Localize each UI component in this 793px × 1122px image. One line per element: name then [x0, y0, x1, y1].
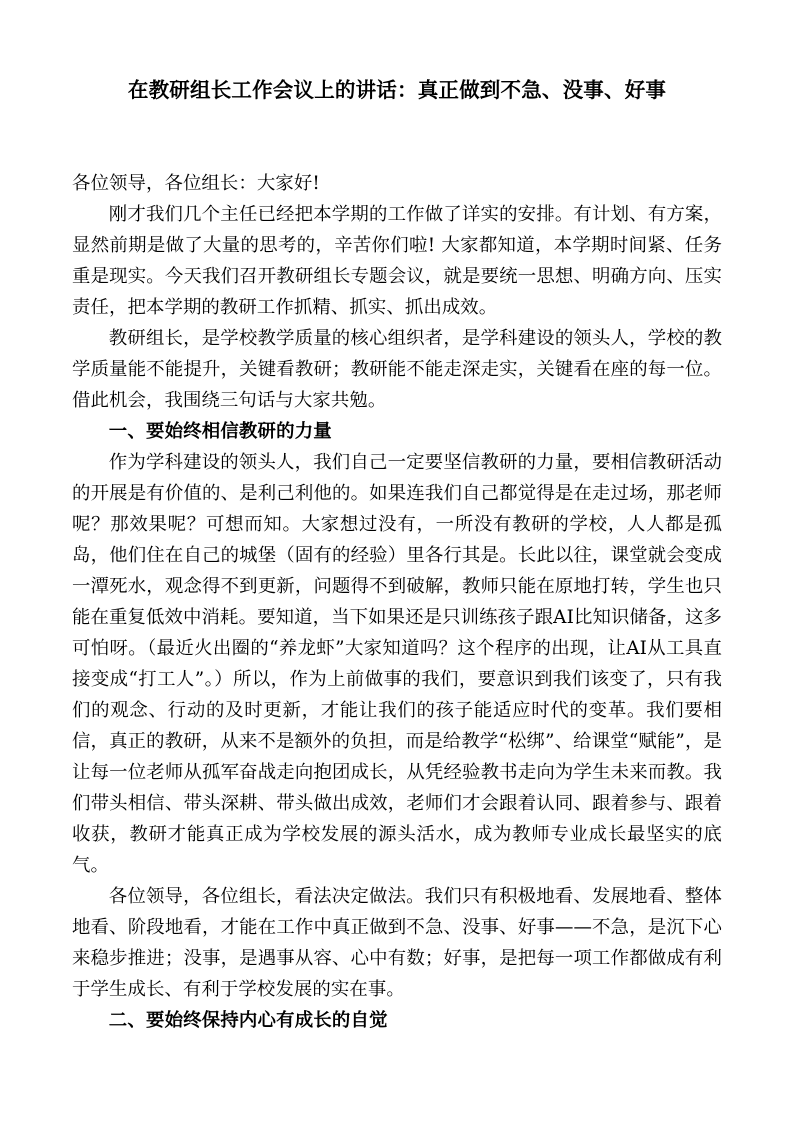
paragraph-salutation: 各位领导，各位组长：大家好!	[72, 173, 320, 194]
page-title: 在教研组长工作会议上的讲话：真正做到不急、没事、好事	[127, 78, 667, 102]
paragraph-role-of-leaders: 教研组长，是学校教学质量的核心组织者，是学科建设的领头人，学校的教学质量能不能提升，关键看教研；教研能不能走深走实，关键看在座的每一位。借此机会，我围绕三句话与大家共勉。	[72, 328, 722, 411]
paragraph-opening-remarks: 刚才我们几个主任已经把本学期的工作做了详实的安排。有计划、有方案，显然前期是做了大量的思考的，辛苦你们啦! 大家都知道，本学期时间紧、任务重是现实。今天我们召开教研组长专题会议，就是要统一思想、明确方向、压实责任，把本学期的教研工作抓精、抓实、抓出成效。	[72, 204, 722, 318]
section-heading-one: 一、要始终相信教研的力量	[108, 421, 332, 442]
section-heading-two: 二、要始终保持内心有成长的自觉	[108, 1010, 388, 1031]
document-body	[72, 74, 722, 1036]
paragraph-believe-in-research: 作为学科建设的领头人，我们自己一定要坚信教研的力量，要相信教研活动的开展是有价值的、是利己利他的。如果连我们自己都觉得是在走过场，那老师呢？那效果呢？可想而知。大家想过没有，一所没有教研的学校，人人都是孤岛，他们住在自己的城堡（固有的经验）里各行其是。长此以往，课堂就会变成一潭死水，观念得不到更新，问题得不到破解，教师只能在原地打转，学生也只能在重复低效中消耗。要知道，当下如果还是只训练孩子跟AI比知识储备，这多可怕呀。（最近火出圈的“养龙虾”大家知道吗？这个程序的出现，让AI从工具直接变成“打工人”。）所以，作为上前做事的我们，要意识到我们该变了，只有我们的观念、行动的及时更新，才能让我们的孩子能适应时代的变革。我们要相信，真正的教研，从来不是额外的负担，而是给教学“松绑”、给课堂“赋能”，是让每一位老师从孤军奋战走向抱团成长，从凭经验教书走向为学生未来而教。我们带头相信、带头深耕、带头做出成效，老师们才会跟着认同、跟着参与、跟着收获，教研才能真正成为学校发展的源头活水，成为教师专业成长最坚实的底气。	[72, 452, 722, 876]
paragraph-views-determine-actions: 各位领导，各位组长，看法决定做法。我们只有积极地看、发展地看、整体地看、阶段地看，才能在工作中真正做到不急、没事、好事——不急，是沉下心来稳步推进；没事，是遇事从容、心中有数；好事，是把每一项工作都做成有利于学生成长、有利于学校发展的实在事。	[72, 886, 722, 1000]
title-spacer	[72, 106, 722, 168]
